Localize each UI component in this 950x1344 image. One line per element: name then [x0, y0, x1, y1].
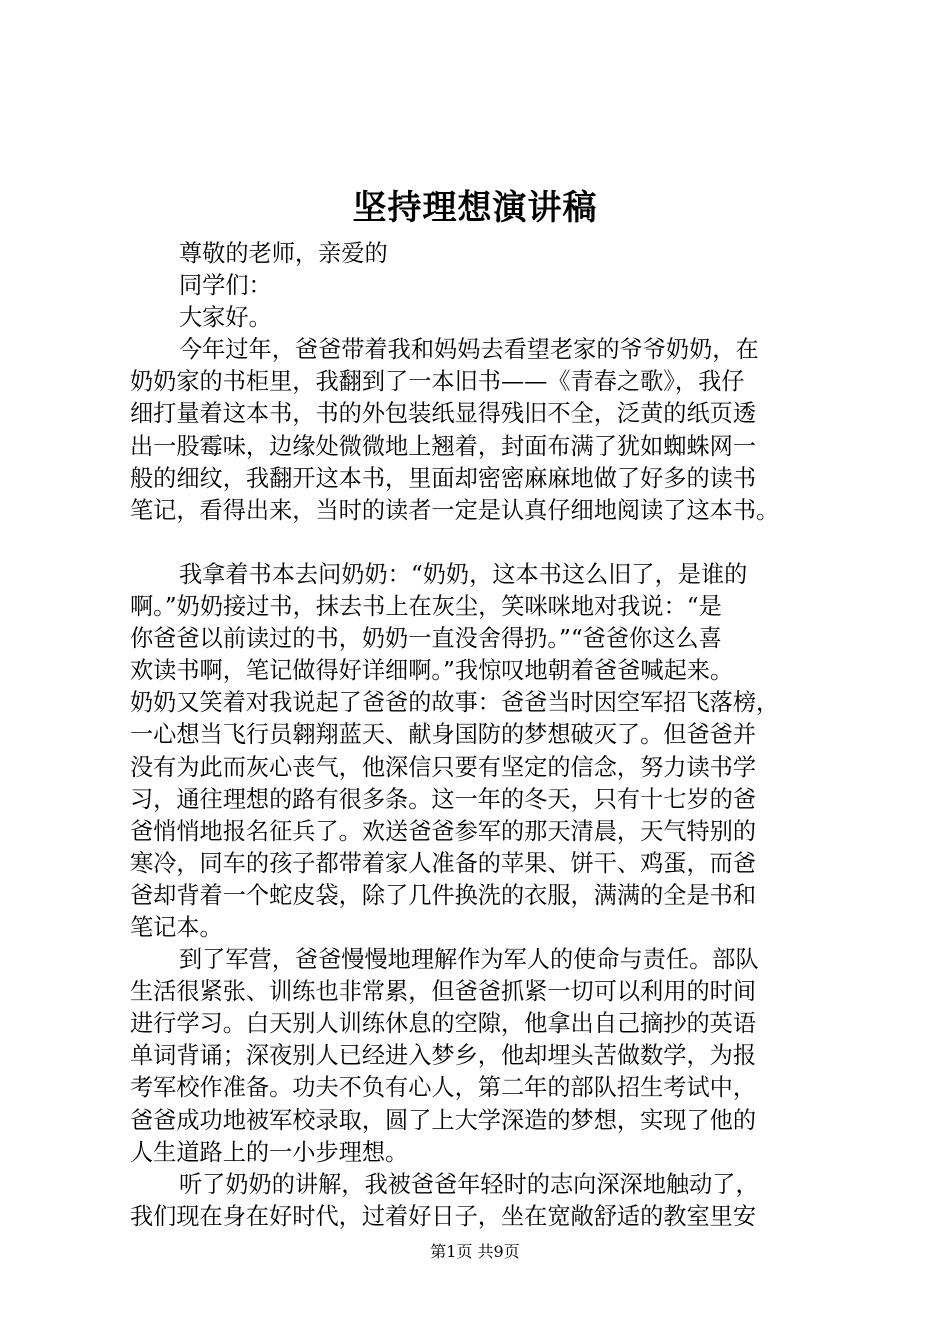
paragraph-2-line: 一心想当飞行员翱翔蓝天、献身国防的梦想破灭了。但爸爸并: [130, 721, 757, 749]
document-title: 坚持理想演讲稿: [352, 188, 598, 228]
paragraph-2-line: 笔记本。: [130, 913, 223, 941]
paragraph-1-line: 笔记，看得出来，当时的读者一定是认真仔细地阅读了这本书。: [130, 496, 780, 524]
greeting-line: 大家好。: [179, 304, 272, 332]
paragraph-gap: [130, 527, 830, 559]
paragraph-2-line: 你爸爸以前读过的书，奶奶一直没舍得扔。”“爸爸你这么喜: [130, 625, 722, 653]
paragraph-2-line: 没有为此而灰心丧气，他深信只要有坚定的信念，努力读书学: [130, 753, 757, 781]
paragraph-2-line: 奶奶又笑着对我说起了爸爸的故事：爸爸当时因空军招飞落榜，: [130, 689, 780, 717]
paragraph-2-line: 欢读书啊，笔记做得好详细啊。”我惊叹地朝着爸爸喊起来。: [130, 657, 734, 685]
document-body: [130, 238, 830, 1233]
paragraph-1-line: 今年过年，爸爸带着我和妈妈去看望老家的爷爷奶奶，在: [179, 336, 759, 364]
paragraph-2-line: 爸却背着一个蛇皮袋，除了几件换洗的衣服，满满的全是书和: [130, 881, 757, 909]
paragraph-3-line: 单词背诵；深夜别人已经进入梦乡，他却埋头苦做数学，为报: [130, 1042, 757, 1070]
paragraph-1-line: 细打量着这本书，书的外包装纸显得残旧不全，泛黄的纸页透: [130, 400, 757, 428]
paragraph-2-line: 寒冷，同车的孩子都带着家人准备的苹果、饼干、鸡蛋，而爸: [130, 849, 757, 877]
paragraph-1-line: 出一股霉味，边缘处微微地上翘着，封面布满了犹如蜘蛛网一: [130, 432, 757, 460]
paragraph-3-line: 人生道路上的一小步理想。: [130, 1138, 409, 1166]
paragraph-4-line: 听了奶奶的讲解，我被爸爸年轻时的志向深深地触动了，: [179, 1170, 759, 1198]
paragraph-2-line: 我拿着书本去问奶奶：“奶奶，这本书这么旧了，是谁的: [179, 560, 748, 588]
paragraph-2-line: 爸悄悄地报名征兵了。欢送爸爸参军的那天清晨，天气特别的: [130, 817, 757, 845]
paragraph-2-line: 啊。”奶奶接过书，抹去书上在灰尘，笑咪咪地对我说：“是: [130, 593, 722, 621]
paragraph-1-line: 般的细纹，我翻开这本书，里面却密密麻麻地做了好多的读书: [130, 464, 757, 492]
paragraph-4-line: 我们现在身在好时代，过着好日子，坐在宽敞舒适的教室里安: [130, 1202, 757, 1230]
paragraph-3-line: 生活很紧张、训练也非常累，但爸爸抓紧一切可以利用的时间: [130, 978, 757, 1006]
paragraph-3-line: 进行学习。白天别人训练休息的空隙，他拿出自己摘抄的英语: [130, 1010, 757, 1038]
paragraph-1-line: 奶奶家的书柜里，我翻到了一本旧书——《青春之歌》，我仔: [130, 368, 745, 396]
greeting-line: 尊敬的老师，亲爱的: [179, 240, 388, 267]
paragraph-3-line: 到了军营，爸爸慢慢地理解作为军人的使命与责任。部队: [179, 946, 759, 974]
paragraph-2-line: 习，通往理想的路有很多条。这一年的冬天，只有十七岁的爸: [130, 785, 757, 813]
page-footer: 第1页 共9页: [430, 1242, 520, 1261]
greeting-line: 同学们：: [179, 272, 272, 300]
paragraph-3-line: 考军校作准备。功夫不负有心人，第二年的部队招生考试中，: [130, 1074, 757, 1102]
paragraph-3-line: 爸爸成功地被军校录取，圆了上大学深造的梦想，实现了他的: [130, 1106, 757, 1134]
